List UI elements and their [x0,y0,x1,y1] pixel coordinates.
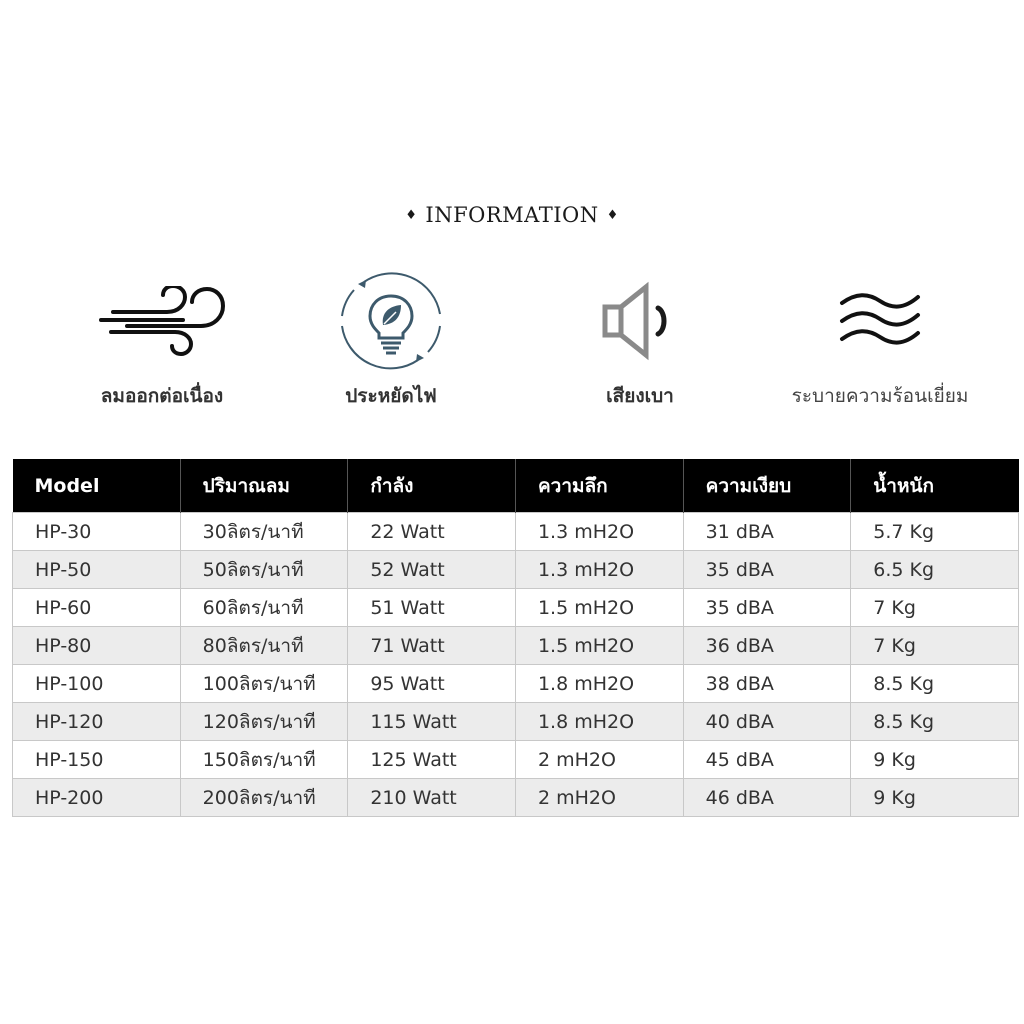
table-cell: 8.5 Kg [851,665,1019,703]
table-cell: 40 dBA [683,703,851,741]
column-header: น้ำหนัก [851,459,1019,513]
table-cell: 60ลิตร/นาที [180,589,348,627]
table-cell: 71 Watt [348,627,516,665]
section-title [0,203,1024,227]
table-row [13,513,1019,551]
table-row [13,551,1019,589]
table-cell: HP-50 [13,551,181,589]
column-header: ปริมาณลม [180,459,348,513]
feature-continuous-air [52,265,272,411]
column-header: ความลึก [515,459,683,513]
table-cell: 22 Watt [348,513,516,551]
table-cell: 7 Kg [851,589,1019,627]
feature-label: เสียงเบา [606,385,674,407]
table-cell: 150ลิตร/นาที [180,741,348,779]
feature-label: ลมออกต่อเนื่อง [100,385,224,407]
table-cell: HP-100 [13,665,181,703]
table-cell: 1.8 mH2O [515,665,683,703]
table-cell: HP-120 [13,703,181,741]
table-cell: 9 Kg [851,741,1019,779]
table-cell: 2 mH2O [515,779,683,817]
feature-quiet [530,265,750,411]
table-cell: 38 dBA [683,665,851,703]
table-cell: HP-200 [13,779,181,817]
table-cell: 1.8 mH2O [515,703,683,741]
column-header: Model [13,459,181,513]
table-cell: 2 mH2O [515,741,683,779]
table-cell: 52 Watt [348,551,516,589]
feature-label: ระบายความร้อนเยี่ยม [791,385,969,407]
table-row [13,627,1019,665]
table-cell: 1.3 mH2O [515,551,683,589]
table-row [13,665,1019,703]
feature-energy-saving [281,265,501,411]
section-title-text: INFORMATION [425,203,599,227]
table-header-row [13,459,1019,513]
table-row [13,703,1019,741]
table-cell: 115 Watt [348,703,516,741]
table-cell: 100ลิตร/นาที [180,665,348,703]
table-row [13,589,1019,627]
spec-table [12,459,1019,817]
table-row [13,779,1019,817]
feature-label: ประหยัดไฟ [345,385,437,407]
table-cell: 51 Watt [348,589,516,627]
table-cell: 46 dBA [683,779,851,817]
table-cell: HP-80 [13,627,181,665]
table-cell: 80ลิตร/นาที [180,627,348,665]
ornament-left: ♦ [405,208,418,223]
table-cell: 5.7 Kg [851,513,1019,551]
table-cell: 95 Watt [348,665,516,703]
table-cell: HP-30 [13,513,181,551]
table-cell: 120ลิตร/นาที [180,703,348,741]
table-cell: 210 Watt [348,779,516,817]
speaker-icon [600,281,680,361]
table-cell: 50ลิตร/นาที [180,551,348,589]
wind-icon [97,286,227,356]
table-cell: 6.5 Kg [851,551,1019,589]
table-cell: 35 dBA [683,589,851,627]
table-cell: 7 Kg [851,627,1019,665]
table-cell: 8.5 Kg [851,703,1019,741]
feature-heat-dissipation [770,265,990,411]
table-cell: 30ลิตร/นาที [180,513,348,551]
table-cell: 1.5 mH2O [515,589,683,627]
table-cell: 9 Kg [851,779,1019,817]
table-cell: 125 Watt [348,741,516,779]
table-cell: 35 dBA [683,551,851,589]
column-header: กำลัง [348,459,516,513]
table-cell: 45 dBA [683,741,851,779]
table-cell: 31 dBA [683,513,851,551]
ornament-right: ♦ [606,208,619,223]
table-cell: 200ลิตร/นาที [180,779,348,817]
energy-saving-bulb-icon [336,266,446,376]
heat-waves-icon [838,291,922,351]
table-cell: HP-150 [13,741,181,779]
table-cell: HP-60 [13,589,181,627]
table-cell: 36 dBA [683,627,851,665]
table-row [13,741,1019,779]
column-header: ความเงียบ [683,459,851,513]
table-cell: 1.3 mH2O [515,513,683,551]
table-cell: 1.5 mH2O [515,627,683,665]
